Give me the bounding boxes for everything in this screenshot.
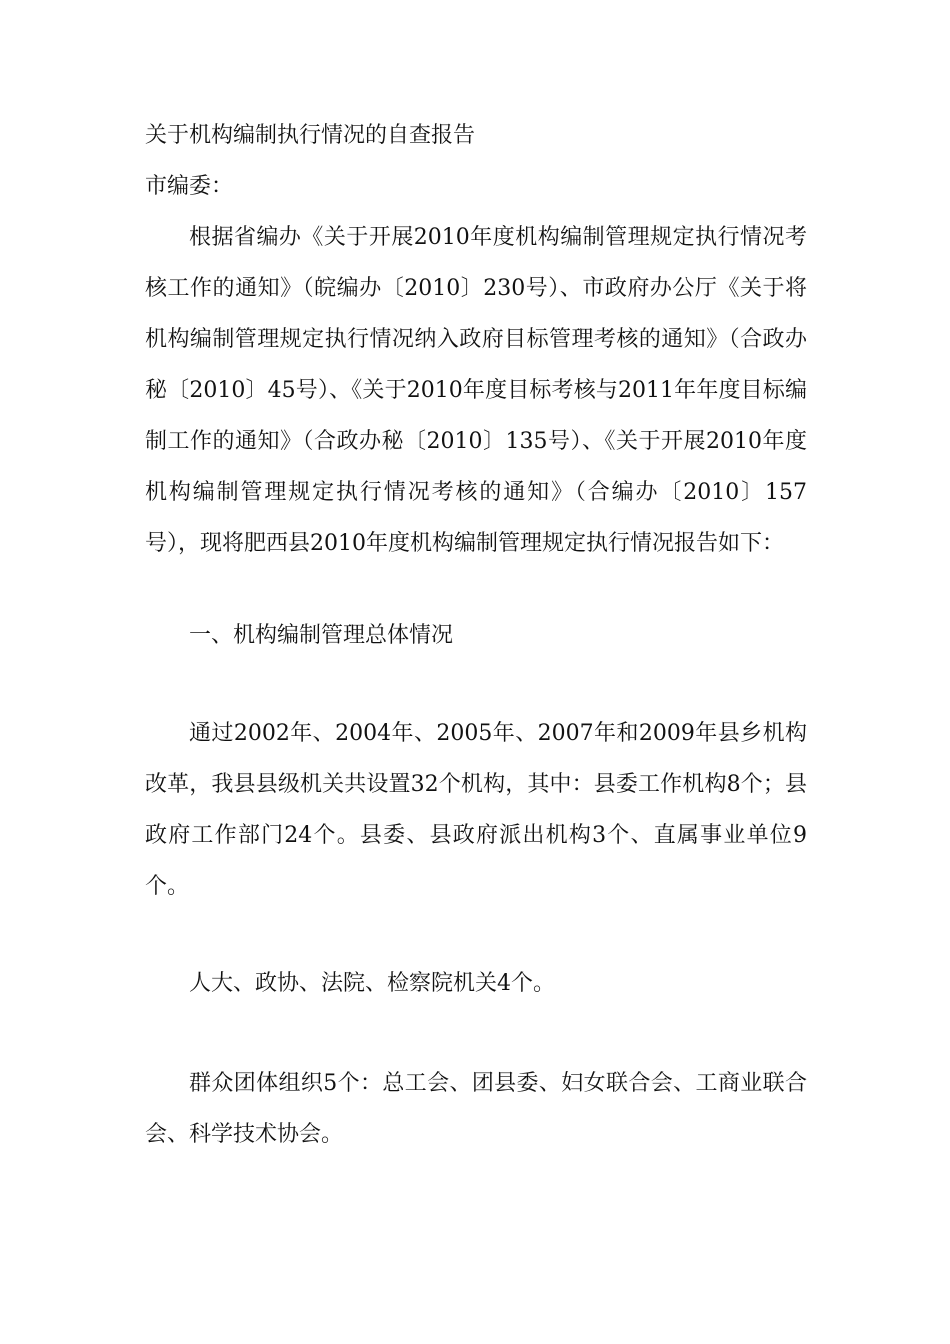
congress-paragraph: 人大、政协、法院、检察院机关4个。: [189, 971, 555, 996]
structure-paragraph: 通过2002年、2004年、2005年、2007年和2009年县乡机构改革，我县县级机关共设置32个机构，其中：县委工作机构8个；县政府工作部门24个。县委、县政府派出机构3个、直属事业单位9个。: [145, 721, 807, 899]
salutation: 市编委：: [145, 174, 234, 199]
groups-paragraph: 群众团体组织5个：总工会、团县委、妇女联合会、工商业联合会、科学技术协会。: [145, 1071, 807, 1147]
document-title: 关于机构编制执行情况的自查报告: [145, 123, 476, 148]
section-heading: 一、机构编制管理总体情况: [189, 623, 454, 648]
intro-paragraph: 根据省编办《关于开展2010年度机构编制管理规定执行情况考核工作的通知》（皖编办〔2010〕230号）、市政府办公厅《关于将机构编制管理规定执行情况纳入政府目标管理考核的通知》（合政办秘〔2010〕45号）、《关于2010年度目标考核与2011年年度目标编制工作的通知》（合政办秘〔2010〕135号）、《关于开展2010年度机构编制管理规定执行情况考核的通知》（合编办〔2010〕157号），现将肥西县2010年度机构编制管理规定执行情况报告如下：: [145, 225, 807, 556]
